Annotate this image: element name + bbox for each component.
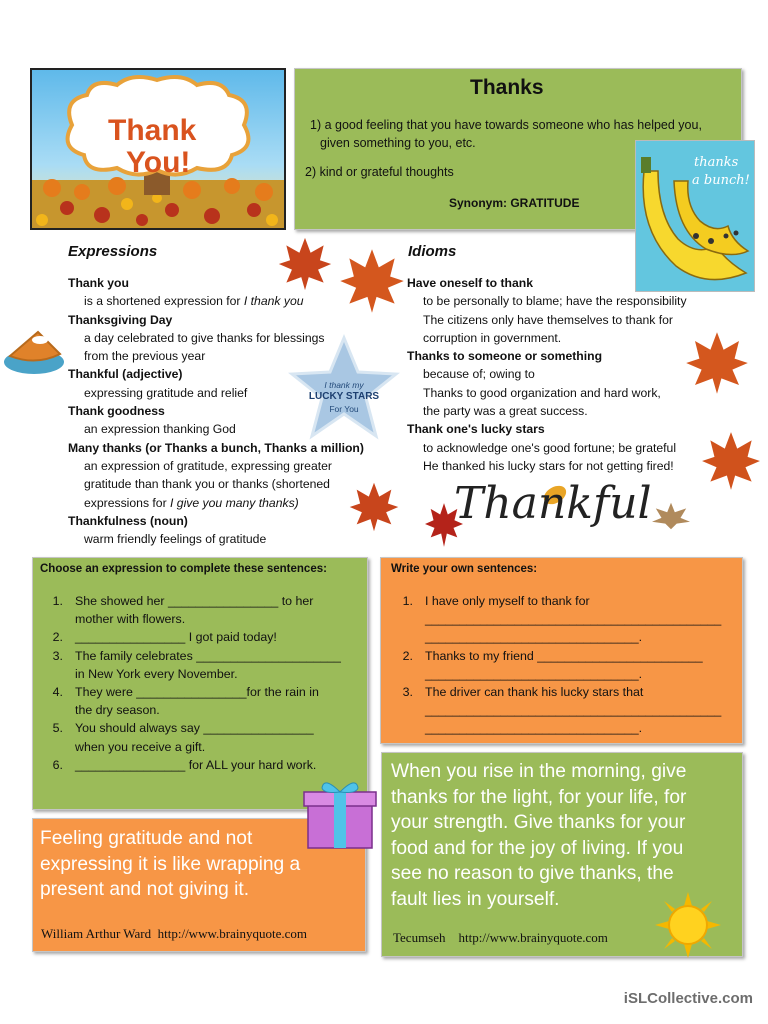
brown-leaf-icon [652,500,690,532]
expression-def: expressions for [84,495,167,510]
idiom-def: Thanks to good organization and hard work, [423,385,661,400]
expression-def: is a shortened expression for [84,294,241,309]
idiom-term: Have oneself to thank [407,276,533,290]
idiom-def: He thanked his lucky stars for not getting fired! [423,458,674,473]
sentence-line: They were ________________for the rain in [75,685,319,700]
expression-term: Thankful (adjective) [68,367,183,382]
maple-leaf-icon [696,430,766,492]
thank-text: Thank [108,114,197,147]
sentence-line: Thanks to my friend ________________________ [425,648,703,663]
exercise-2-heading: Write your own sentences: [391,563,538,575]
list-item [391,647,736,683]
idiom-term: Thank one's lucky stars [407,422,545,437]
exercise-1-heading: Choose an expression to complete these sentences: [40,563,327,575]
expressions-title: Expressions [68,243,158,260]
idiom-def: to be personally to blame; have the responsibility [423,294,687,309]
star-line-2: LUCKY STARS [308,391,380,402]
expression-term: Thankfulness (noun) [68,513,188,528]
star-line-1: I thank my [324,380,364,390]
list-item [41,647,361,683]
sentence-line: She showed her ________________ to her [75,594,314,608]
thank-you-image [30,68,286,230]
list-item [41,683,361,719]
definition-2: 2) kind or grateful thoughts [305,165,454,179]
expression-term: Thank you [68,276,129,290]
expression-def: an expression thanking God [84,422,236,437]
quote-line: expressing it is like wrapping a [40,853,301,875]
expression-term: Thanksgiving Day [68,312,173,327]
quote-line: fault lies in yourself. [391,888,560,910]
item-number: 6. [52,757,63,772]
expression-def: gratitude than thank you or thanks (shortened [84,477,330,492]
quote-line: When you rise in the morning, give [391,761,687,782]
definition-title: Thanks [470,76,544,99]
expression-def: warm friendly feelings of gratitude [84,532,267,547]
quote-2-text [391,759,741,912]
idiom-def: because of; owing to [423,367,535,382]
quote-1-url: http://www.brainyquote.com [157,926,307,941]
quote-line: Feeling gratitude and not [40,828,253,849]
quote-1-source [41,926,307,942]
idioms-title: Idioms [408,243,457,260]
item-number: 4. [52,685,63,700]
quote-2-author: Tecumseh [393,930,446,945]
list-item [41,719,361,755]
idiom-def: to acknowledge one's good fortune; be grateful [423,440,677,455]
expression-def: expressing gratitude and relief [84,385,248,400]
item-number: 2. [52,630,63,645]
sentence-line: _______________________________. [425,721,643,736]
idiom-term: Thanks to someone or something [407,349,603,364]
gift-box-icon [302,776,378,850]
sentence-line: You should always say ________________ [75,721,314,736]
you-text: You! [126,146,191,179]
item-number: 3. [52,648,63,663]
sentence-line: ________________ for ALL your hard work. [75,757,317,772]
idiom-def: The citizens only have themselves to thank for [423,312,673,327]
sun-icon [655,892,721,958]
sentence-line: _______________________________. [425,666,643,681]
expression-def-italic: I give you many thanks) [170,495,299,510]
list-item [41,628,361,646]
list-item [41,756,361,774]
sentence-line: the dry season. [75,703,160,718]
maple-leaf-icon [684,330,750,396]
synonym: Synonym: GRATITUDE [449,196,580,210]
item-number: 3. [402,685,413,700]
expression-def-italic: I thank you [243,294,304,309]
banana-text-1: thanks [694,155,739,170]
expression-def: an expression of gratitude, expressing greater [84,458,332,473]
idioms-list [407,274,687,475]
banana-text-2: a bunch! [692,173,750,188]
definition-1-line1: 1) a good feeling that you have towards someone who has helped you, [310,118,702,132]
list-item [41,592,361,628]
quote-line: present and not giving it. [40,879,250,900]
item-number: 1. [52,594,63,608]
expression-def: a day celebrated to give thanks for blessings [84,330,325,345]
quote-2-url: http://www.brainyquote.com [458,930,608,945]
definition-1-line2: given something to you, etc. [320,136,476,150]
expression-term: Many thanks (or Thanks a bunch, Thanks a million) [68,440,364,455]
sentence-line: _______________________________. [425,630,643,645]
list-item [391,592,736,647]
sentence-line: The driver can thank his lucky stars that [425,685,644,700]
expression-term: Thank goodness [68,404,165,419]
quote-line: your strength. Give thanks for your [391,812,686,833]
item-number: 2. [402,648,413,663]
site-watermark: iSLCollective.com [623,990,753,1007]
sentence-line: The family celebrates _____________________ [75,648,341,663]
quote-2-source [393,930,608,946]
star-line-3: For You [329,404,359,414]
quote-1-author: William Arthur Ward [41,926,152,941]
sentence-line: in New York every November. [75,666,238,681]
exercise-2-list [391,592,736,738]
exercise-1-list [41,592,361,774]
sentence-line: I have only myself to thank for [425,594,590,608]
expression-def: from the previous year [84,349,206,364]
item-number: 1. [402,594,413,608]
quote-line: see no reason to give thanks, the [391,863,674,884]
sentence-line: ___________________________________________ [425,612,722,627]
sentence-line: ________________ I got paid today! [75,630,277,645]
pumpkin-pie-icon [2,322,66,378]
sentence-line: when you receive a gift. [75,739,206,754]
expressions-list [68,274,364,548]
banana-image [635,140,755,292]
sentence-line: ___________________________________________ [425,703,722,718]
quote-line: food and for the joy of living. If you [391,837,684,859]
idiom-def: corruption in government. [423,330,562,345]
quote-line: thanks for the light, for your life, for [391,786,687,808]
thankful-word: Thankful [454,478,652,529]
idiom-def: the party was a great success. [423,404,588,419]
list-item [391,683,736,738]
item-number: 5. [52,721,63,736]
sentence-line: mother with flowers. [75,612,186,627]
